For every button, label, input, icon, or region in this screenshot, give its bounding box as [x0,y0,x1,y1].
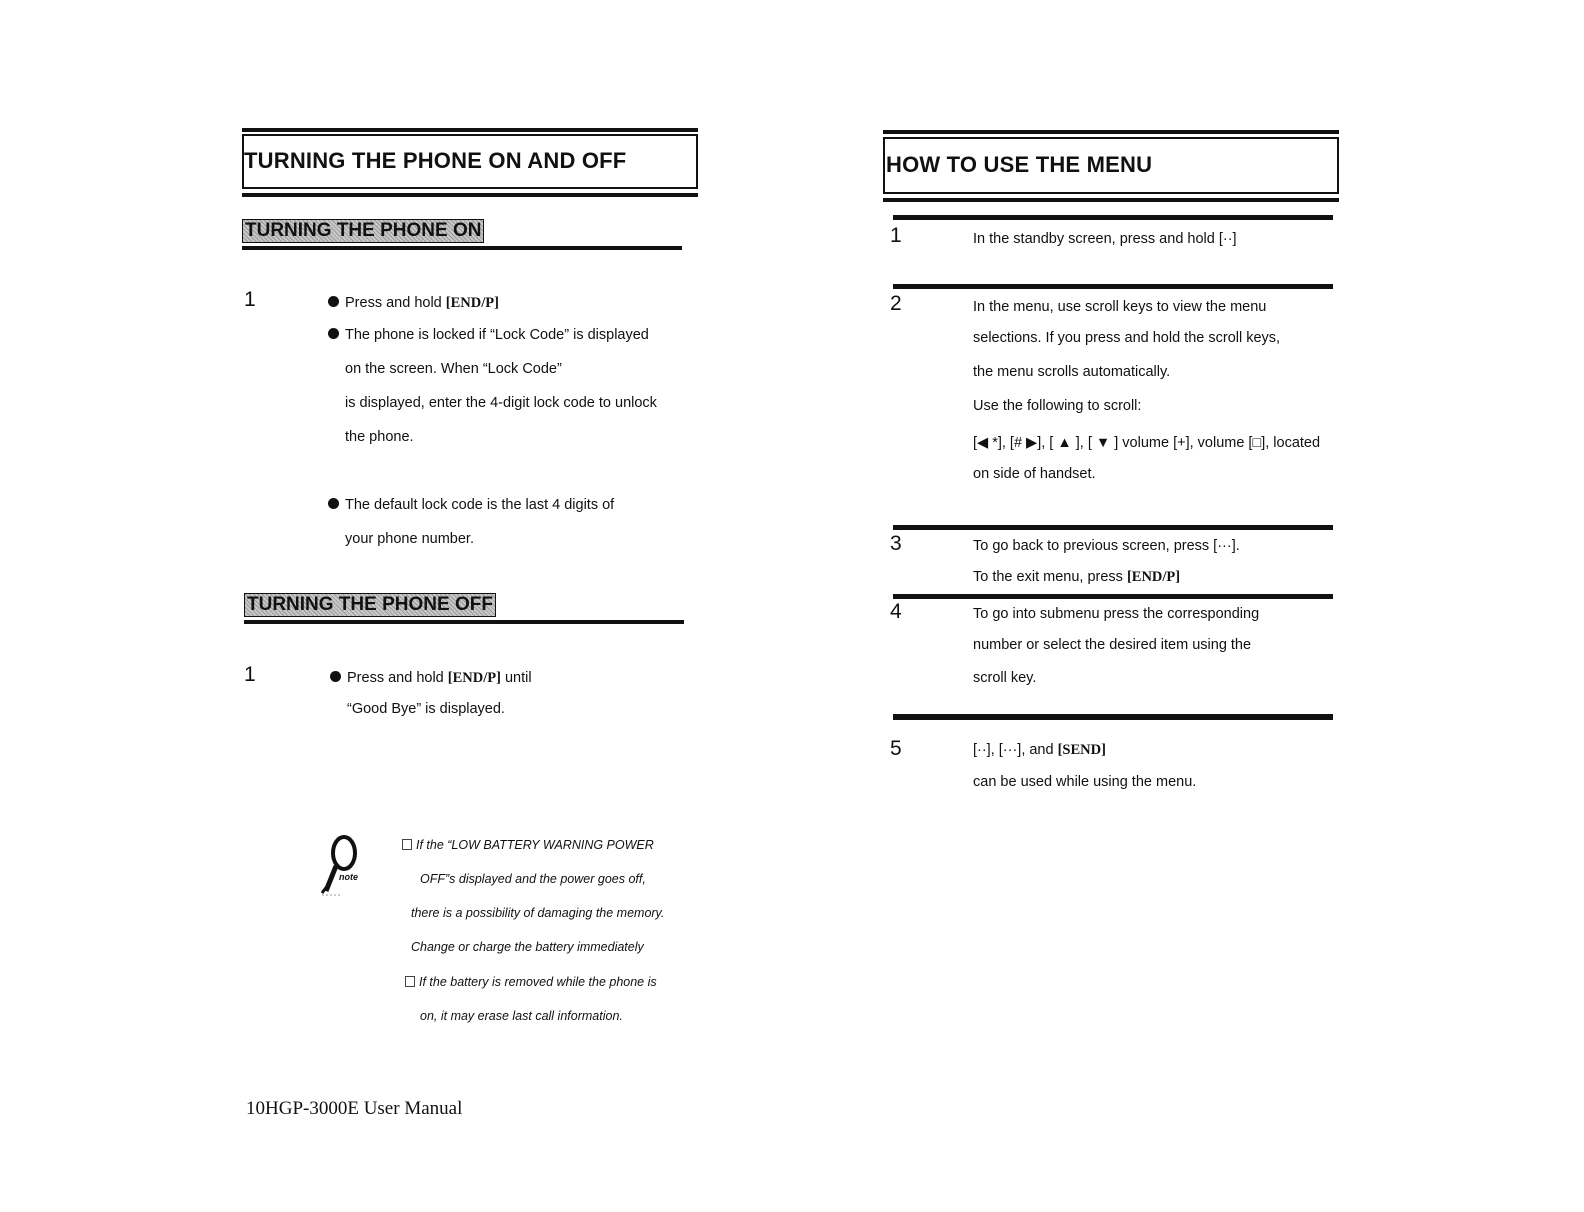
bullet-icon [328,296,339,307]
step-number: 4 [890,600,902,623]
step-rule [893,215,1333,220]
step-text: To go into submenu press the corresponding [973,606,1260,622]
step-rule [893,525,1333,530]
text-line: the phone. [345,429,414,445]
step-text: number or select the desired item using the [973,637,1252,653]
step-text: on side of handset. [973,466,1096,482]
step-number: 1 [244,288,256,311]
step-text: In the menu, use scroll keys to view the menu [973,299,1267,315]
bullet-default-code: The default lock code is the last 4 digits of [328,497,614,513]
step-text: To go back to previous screen, press [···]. [973,538,1240,554]
text-line: your phone number. [345,531,474,547]
bullet-press-hold: Press and hold [END/P] [328,295,499,312]
send-key-label: [SEND] [1057,742,1106,758]
text-line: is displayed, enter the 4-digit lock code to unlock [345,395,657,411]
step-text: can be used while using the menu. [973,774,1197,790]
bullet-icon [330,671,341,682]
title-top-rule [883,130,1339,134]
note-line: there is a possibility of damaging the memory. [411,906,665,920]
title-bottom-rule [242,193,698,197]
step-rule [893,594,1333,599]
svg-text:note: note [339,872,358,882]
footer-manual-title: 10HGP-3000E User Manual [246,1098,463,1119]
step-text: scroll key. [973,670,1037,686]
scroll-keys-text: [◀ *], [# ▶], [ ▲ ], [ ▼ ] volume [+], volume [□], located [973,435,1321,451]
text-line: “Good Bye” is displayed. [347,701,505,717]
note-line: OFF”s displayed and the power goes off, [420,872,646,886]
page-title: HOW TO USE THE MENU [886,152,1153,177]
title-top-rule [242,128,698,132]
magnifier-icon [318,833,370,905]
text-line: on the screen. When “Lock Code” [345,361,562,377]
step-rule [893,284,1333,289]
title-bottom-rule [883,198,1339,202]
note-icon [318,833,370,905]
note-line: If the “LOW BATTERY WARNING POWER [402,838,654,852]
section-rule-off [244,620,684,624]
section-heading-off: TURNING THE PHONE OFF [244,593,496,617]
step-text: the menu scrolls automatically. [973,364,1171,380]
step-text: [··], [···], and [SEND] [973,742,1106,758]
bullet-locked: The phone is locked if “Lock Code” is displayed [328,327,649,343]
page-title: TURNING THE PHONE ON AND OFF [244,148,627,173]
bullet-icon [328,328,339,339]
end-key-label: [END/P] [447,670,501,686]
note-line: Change or charge the battery immediately [411,940,644,954]
step-number: 3 [890,532,902,555]
step-number: 1 [890,224,902,247]
step-text: In the standby screen, press and hold [··] [973,231,1237,247]
step-rule [893,714,1333,720]
step-text: To the exit menu, press [END/P] [973,569,1181,585]
checkbox-icon [402,839,412,850]
section-heading-on: TURNING THE PHONE ON [242,219,484,243]
step-number: 5 [890,737,902,760]
checkbox-icon [405,976,415,987]
bullet-power-off: Press and hold [END/P] until [330,670,532,687]
step-number: 1 [244,663,256,686]
bullet-icon [328,498,339,509]
step-text: Use the following to scroll: [973,398,1142,414]
step-text: selections. If you press and hold the scroll keys, [973,330,1281,346]
note-line: If the battery is removed while the phone is [405,975,657,989]
section-rule-on [242,246,682,250]
end-key-label: [END/P] [445,295,499,311]
note-line: on, it may erase last call information. [420,1009,623,1023]
step-number: 2 [890,292,902,315]
end-key-label: [END/P] [1126,569,1181,585]
